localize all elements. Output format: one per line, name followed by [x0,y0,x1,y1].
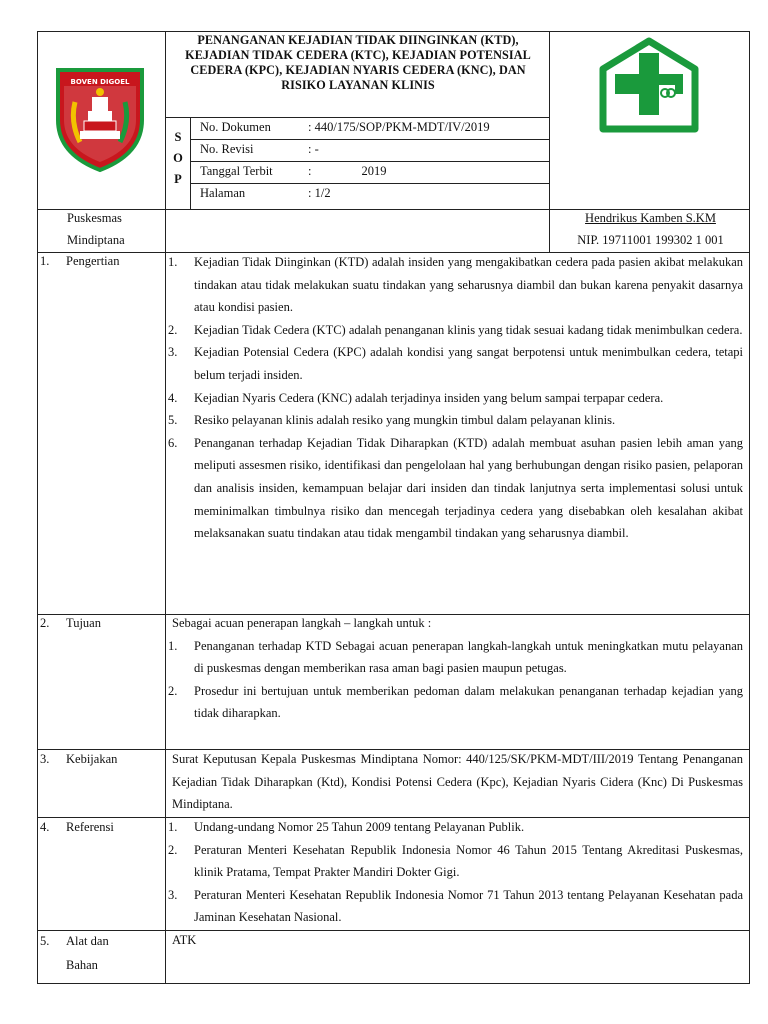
section-number: 5. [40,934,50,948]
list-item-number: 3. [168,887,178,902]
list-item-number: 2. [168,683,178,698]
section-kebijakan-label [40,749,164,770]
section-label-text: Tujuan [66,616,101,630]
kebijakan-text: Surat Keputusan Kepala Puskesmas Mindiptana Nomor: 440/125/SK/PKM-MDT/III/2019 Tentang Penanganan Kejadian Tidak Diharapkan (Ktd), Kondisi Potensi Cedera (Kpc), Kejadian Nyaris Cidera (Knc) Di Puskesmas Mindiptana. [172,752,743,812]
unit-line-2: Mindiptana [67,233,125,247]
signer-name: Hendrikus Kamben S.KM [585,211,716,225]
alat-text: ATK [172,933,197,947]
list-item [168,319,743,342]
meta-row-no-dokumen [200,117,548,138]
list-item-text: Undang-undang Nomor 25 Tahun 2009 tentang Pelayanan Publik. [194,820,525,834]
section-number: 4. [40,820,50,834]
list-item-text: Kejadian Potensial Cedera (KPC) adalah kondisi yang sangat berpotensi untuk menimbulkan cedera, tetapi belum terjadi insiden. [194,345,743,382]
list-item-text: Kejadian Tidak Diinginkan (KTD) adalah insiden yang mengakibatkan cedera pada pasien akibat melakukan tindakan atau tidak melakukan suatu tindakan yang seharusnya diambil dan bukan karena penyakit dasarnya atau kondisi pasien. [194,255,743,315]
list-item-number: 4. [168,390,178,405]
meta-value: : 1/2 [308,186,331,200]
list-item-text: Kejadian Tidak Cedera (KTC) adalah penanganan klinis yang tidak sesuai kadang tidak menimbulkan cedera. [194,322,743,337]
section-label-text-2: Bahan [66,958,98,972]
logo-left-text: BOVEN DIGOEL [70,78,130,86]
sop-letter-o: O [173,151,183,165]
tujuan-intro: Sebagai acuan penerapan langkah – langkah untuk : [172,616,432,630]
meta-label: No. Dokumen [200,120,271,134]
section-number: 1. [40,254,50,268]
list-item [168,409,743,432]
list-item [168,251,743,319]
list-item [168,884,743,929]
meta-value: : - [308,142,319,156]
section-label-text: Kebijakan [66,752,118,766]
tujuan-content [168,612,743,725]
list-item-text: Kejadian Nyaris Cedera (KNC) adalah terjadinya insiden yang belum sampai terpapar cedera. [194,390,664,405]
meta-row-halaman [200,183,548,204]
list-item-number: 1. [168,820,178,834]
list-item-text: Resiko pelayanan klinis adalah resiko yang mungkin timbul dalam pelayanan klinis. [194,413,616,428]
list-item [168,387,743,410]
sop-letters [166,127,190,190]
section-alat-label [40,929,164,977]
sop-letter-s: S [174,130,182,144]
sop-letter-p: P [174,172,182,186]
list-item [168,341,743,386]
list-item-number: 6. [168,435,178,450]
list-item [168,432,743,545]
section-label-text: Pengertian [66,254,120,268]
signer-nip: NIP. 19711001 199302 1 001 [577,233,724,247]
meta-label: Halaman [200,186,246,200]
list-item-number: 5. [168,413,178,428]
list-item-text: Penanganan terhadap Kejadian Tidak Diharapkan (KTD) adalah membuat asuhan pasien lebih aman yang meliputi assesmen risiko, identifikasi dan pengelolaan hal yang berhubungan dengan risiko pasien, pelaporan dan analisis insiden, kemampuan belajar dari insiden dan tindak lanjutnya serta implementasi solusi untuk meminimalkan timbulnya risiko dan mencegah terjadinya cedera yang disebabkan oleh kesalahan akibat melaksanakan suatu tindakan atau tidak mengambil tindakan yang seharusnya diambil. [194,435,743,541]
meta-row-tanggal-terbit [200,161,548,182]
section-number: 2. [40,616,50,630]
section-referensi-label [40,817,164,838]
meta-value: : 440/175/SOP/PKM-MDT/IV/2019 [308,120,490,134]
list-item-text: Peraturan Menteri Kesehatan Republik Indonesia Nomor 46 Tahun 2015 Tentang Akreditasi Puskesmas, klinik Pratama, Tempat Prakter Mandiri Dokter Gigi. [194,842,743,880]
list-item [168,816,743,839]
list-item-text: Penanganan terhadap KTD Sebagai acuan penerapan langkah-langkah untuk meningkatkan mutu pelayanan di puskesmas dengan memberikan rasa aman bagi pasien maupun petugas. [194,638,743,676]
list-item-number: 1. [168,638,178,653]
list-item-text: Peraturan Menteri Kesehatan Republik Indonesia Nomor 71 Tahun 2013 tentang Pelayanan Kesehatan pada Jaminan Kesehatan Nasional. [194,887,743,925]
section-tujuan-label [40,613,164,634]
list-item [168,839,743,884]
meta-row-no-revisi [200,139,548,160]
meta-label: Tanggal Terbit [200,164,273,178]
list-item [168,635,743,680]
section-pengertian-label [40,251,164,272]
list-item-number: 1. [168,255,178,269]
list-item-text: Prosedur ini bertujuan untuk memberikan pedoman dalam melakukan penanganan terhadap kejadian yang tidak diharapkan. [194,683,743,721]
boven-digoel-logo [50,62,150,174]
referensi-list [168,816,743,929]
puskesmas-logo [599,37,699,133]
section-label-text: Referensi [66,820,114,834]
list-item-number: 2. [168,842,178,857]
section-number: 3. [40,752,50,766]
unit-line-1: Puskesmas [67,211,122,225]
meta-label: No. Revisi [200,142,254,156]
list-item [168,680,743,725]
list-item-number: 2. [168,322,178,337]
unit-name [67,207,162,251]
list-item-number: 3. [168,345,178,360]
signer [553,207,748,251]
sop-letter-divider [190,117,191,210]
pengertian-list [168,251,743,545]
section-label-text: Alat dan [66,934,109,948]
tujuan-list [168,635,743,725]
meta-value: : 2019 [308,164,387,178]
page-title: PENANGANAN KEJADIAN TIDAK DIINGINKAN (KTD), KEJADIAN TIDAK CEDERA (KTC), KEJADIAN POTENSIAL CEDERA (KPC), KEJADIAN NYARIS CEDERA (KNC), DAN RISIKO LAYANAN KLINIS [185,33,531,92]
